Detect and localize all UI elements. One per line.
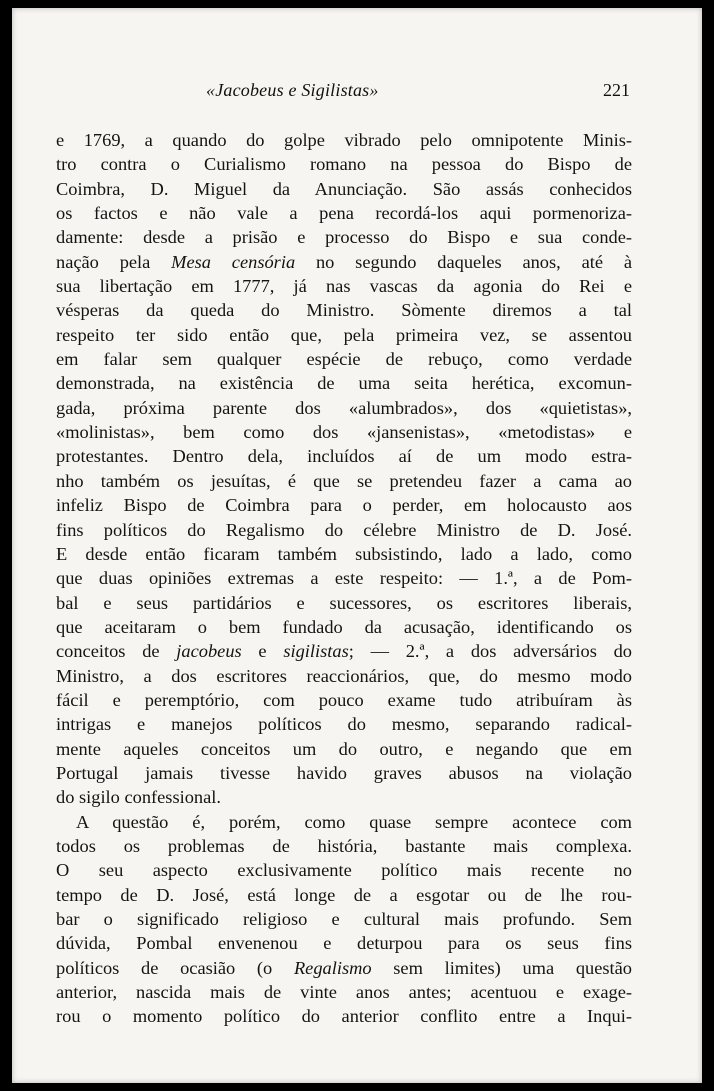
text-line: intrigas e manejos políticos do mesmo, separando radical- <box>56 714 632 735</box>
text-line: bal e seus partidários e sucessores, os escritores liberais, <box>56 592 632 613</box>
text-line: em falar sem qualquer espécie de rebuço, como verdade <box>56 349 632 370</box>
text-line <box>56 956 632 980</box>
text-line: A questão é, porém, como quase sempre acontece com <box>76 811 632 832</box>
text-line: Ministro, a dos escritores reaccionários, que, do mesmo modo <box>56 665 632 686</box>
text-line: mente aqueles conceitos um do outro, e negando que em <box>56 738 632 759</box>
text-line: infeliz Bispo de Coimbra para o perder, em holocausto aos <box>56 495 632 516</box>
text-line: protestantes. Dentro dela, incluídos aí de um modo estra- <box>56 446 632 467</box>
text-run: ; — 2.ª, a dos adversários do <box>348 641 632 662</box>
text-line: respeito ter sido então que, pela primeira vez, se assentou <box>56 324 632 345</box>
body-text <box>56 128 632 1029</box>
text-line <box>56 639 632 663</box>
book-page <box>12 8 702 1083</box>
running-title: «Jacobeus e Sigilistas» <box>206 80 379 100</box>
text-run: sem limites) uma questão <box>371 957 632 978</box>
text-line: que duas opiniões extremas a este respeito: — 1.ª, a de Pom- <box>56 568 632 589</box>
text-line: E desde então ficaram também subsistindo, lado a lado, como <box>56 543 632 564</box>
text-line: nho também os jesuítas, é que se pretendeu fazer a cama ao <box>56 470 632 491</box>
page-header <box>60 80 670 104</box>
text-line: e 1769, a quando do golpe vibrado pelo omnipotente Minis- <box>56 130 632 150</box>
text-line: rou o momento político do anterior conflito entre a Inqui- <box>56 1006 632 1027</box>
text-line: sua libertação em 1777, já nas vascas da agonia do Rei e <box>56 276 632 297</box>
text-line: fins políticos do Regalismo do célebre Ministro de D. José. <box>56 519 632 540</box>
text-line: tempo de D. José, está longe de a esgotar ou de lhe rou- <box>56 884 632 905</box>
text-line: anterior, nascida mais de vinte anos antes; acentuou e exage- <box>56 982 632 1003</box>
text-line: fácil e peremptório, com pouco exame tudo atribuíram às <box>56 689 632 710</box>
text-line: tro contra o Curialismo romano na pessoa do Bispo de <box>56 154 632 175</box>
text-run: nação pela <box>56 251 172 272</box>
text-line: bar o significado religioso e cultural mais profundo. Sem <box>56 909 632 929</box>
emphasis-regalismo: Regalismo <box>293 957 372 978</box>
text-run: no segundo daqueles anos, até à <box>295 251 632 272</box>
emphasis-jacobeus: jacobeus <box>176 641 242 662</box>
text-line: do sigilo confessional. <box>56 787 221 808</box>
text-line: «molinistas», bem como dos «jansenistas», «metodistas» e <box>56 422 632 443</box>
emphasis-mesa-censoria: Mesa censória <box>171 251 296 272</box>
text-line: que aceitaram o bem fundado da acusação, identificando os <box>56 616 632 637</box>
text-line: vésperas da queda do Ministro. Sòmente diremos a tal <box>56 300 632 321</box>
text-line: demonstrada, na existência de uma seita herética, excomun- <box>56 373 632 394</box>
text-line: gada, próxima parente dos «alumbrados», dos «quietistas», <box>56 397 632 418</box>
text-line: todos os problemas de história, bastante mais complexa. <box>56 835 632 856</box>
text-run: e <box>241 641 284 662</box>
text-line: Coimbra, D. Miguel da Anunciação. São assás conhecidos <box>56 178 632 199</box>
text-line: os factos e não vale a pena recordá-los aqui pormenoriza- <box>56 203 632 224</box>
text-run: políticos de ocasião (o <box>56 957 294 978</box>
text-line <box>56 250 632 274</box>
emphasis-sigilistas: sigilistas <box>283 641 349 662</box>
page-number: 221 <box>603 80 630 100</box>
text-line: damente: desde a prisão e processo do Bispo e sua conde- <box>56 227 632 248</box>
text-line: dúvida, Pombal envenenou e deturpou para os seus fins <box>56 933 632 954</box>
text-run: conceitos de <box>56 641 177 662</box>
text-line: Portugal jamais tivesse havido graves abusos na violação <box>56 762 632 783</box>
text-line: O seu aspecto exclusivamente político mais recente no <box>56 860 632 881</box>
